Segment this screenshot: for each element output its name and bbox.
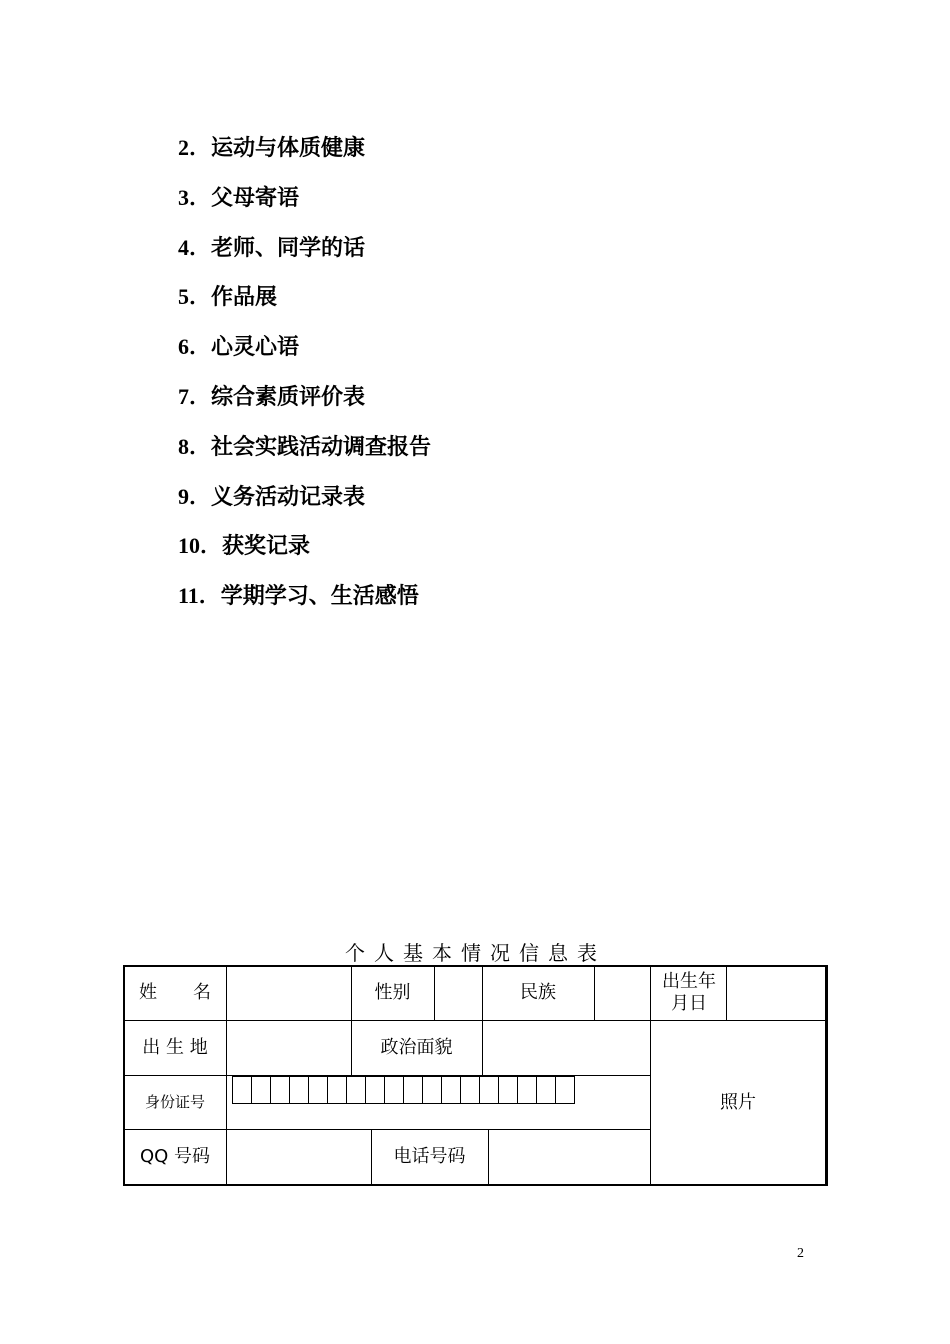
- label-birth-date: 出生年月日: [662, 971, 716, 1014]
- toc-item: [178, 230, 431, 280]
- toc-item: [178, 429, 431, 479]
- birth-date-field[interactable]: [727, 966, 826, 1020]
- toc-item-title: 父母寄语: [211, 185, 300, 211]
- id-digit-box[interactable]: [442, 1076, 461, 1104]
- id-digit-box[interactable]: [366, 1076, 385, 1104]
- toc-item-number: 4．: [178, 234, 212, 260]
- toc-item-title: 社会实践活动调查报告: [211, 434, 432, 460]
- label-phone: 电话号码: [393, 1146, 466, 1167]
- phone-field[interactable]: [489, 1130, 650, 1185]
- id-digit-box[interactable]: [480, 1076, 499, 1104]
- qq-field[interactable]: [227, 1130, 371, 1185]
- toc-item: [178, 279, 431, 329]
- label-id-number: 身份证号: [144, 1093, 205, 1111]
- toc-item-title: 综合素质评价表: [211, 384, 366, 410]
- id-digit-box[interactable]: [347, 1076, 366, 1104]
- toc-item: [178, 379, 431, 429]
- toc-item-title: 义务活动记录表: [211, 484, 366, 510]
- toc-item-number: 6．: [178, 334, 212, 360]
- label-qq: QQ 号码: [139, 1146, 211, 1167]
- id-digit-box[interactable]: [423, 1076, 442, 1104]
- id-digit-box[interactable]: [537, 1076, 556, 1104]
- label-photo: 照片: [720, 1091, 756, 1113]
- label-ethnicity: 民族: [520, 982, 556, 1003]
- id-digit-box[interactable]: [461, 1076, 480, 1104]
- toc-item: [178, 528, 431, 578]
- label-birthplace: 出 生 地: [142, 1036, 208, 1058]
- id-digit-box[interactable]: [385, 1076, 404, 1104]
- toc-item-title: 获奖记录: [222, 534, 311, 560]
- birthplace-field[interactable]: [227, 1021, 351, 1075]
- toc-item-number: 10．: [178, 533, 223, 559]
- info-table-title: 个人基本情况信息表: [345, 941, 606, 965]
- ethnicity-field[interactable]: [595, 966, 650, 1020]
- id-digit-box[interactable]: [499, 1076, 518, 1104]
- id-digit-box[interactable]: [328, 1076, 347, 1104]
- political-status-field[interactable]: [483, 1021, 650, 1075]
- id-digit-box[interactable]: [404, 1076, 423, 1104]
- toc-item-title: 学期学习、生活感悟: [220, 584, 419, 610]
- toc-item: [178, 180, 431, 230]
- page-number: 2: [797, 1246, 804, 1261]
- id-digit-box[interactable]: [518, 1076, 537, 1104]
- id-digit-box[interactable]: [309, 1076, 328, 1104]
- label-political-status: 政治面貌: [380, 1036, 453, 1058]
- id-number-boxes[interactable]: [232, 1076, 575, 1104]
- id-digit-box[interactable]: [233, 1076, 252, 1104]
- label-name: 姓 名: [139, 982, 211, 1003]
- toc-item: [178, 329, 431, 379]
- toc-item-number: 2．: [178, 135, 212, 160]
- gender-field[interactable]: [435, 966, 482, 1020]
- toc-list: [178, 130, 431, 628]
- id-digit-box[interactable]: [290, 1076, 309, 1104]
- id-digit-box[interactable]: [252, 1076, 271, 1104]
- toc-item-title: 运动与体质健康: [211, 136, 366, 161]
- toc-item: [178, 130, 431, 180]
- id-digit-box[interactable]: [556, 1076, 575, 1104]
- name-field[interactable]: [227, 966, 351, 1020]
- toc-item-number: 3．: [178, 184, 212, 210]
- toc-item-number: 11．: [178, 583, 221, 609]
- toc-item-title: 老师、同学的话: [211, 235, 366, 261]
- toc-item-number: 5．: [178, 284, 212, 310]
- id-digit-box[interactable]: [271, 1076, 290, 1104]
- label-gender: 性别: [374, 982, 411, 1003]
- toc-item: [178, 479, 431, 529]
- toc-item-number: 7．: [178, 383, 212, 409]
- toc-item-title: 心灵心语: [211, 335, 300, 361]
- toc-item-number: 9．: [178, 483, 212, 509]
- toc-item-number: 8．: [178, 433, 212, 459]
- toc-item-title: 作品展: [211, 285, 278, 311]
- toc-item: [178, 578, 431, 628]
